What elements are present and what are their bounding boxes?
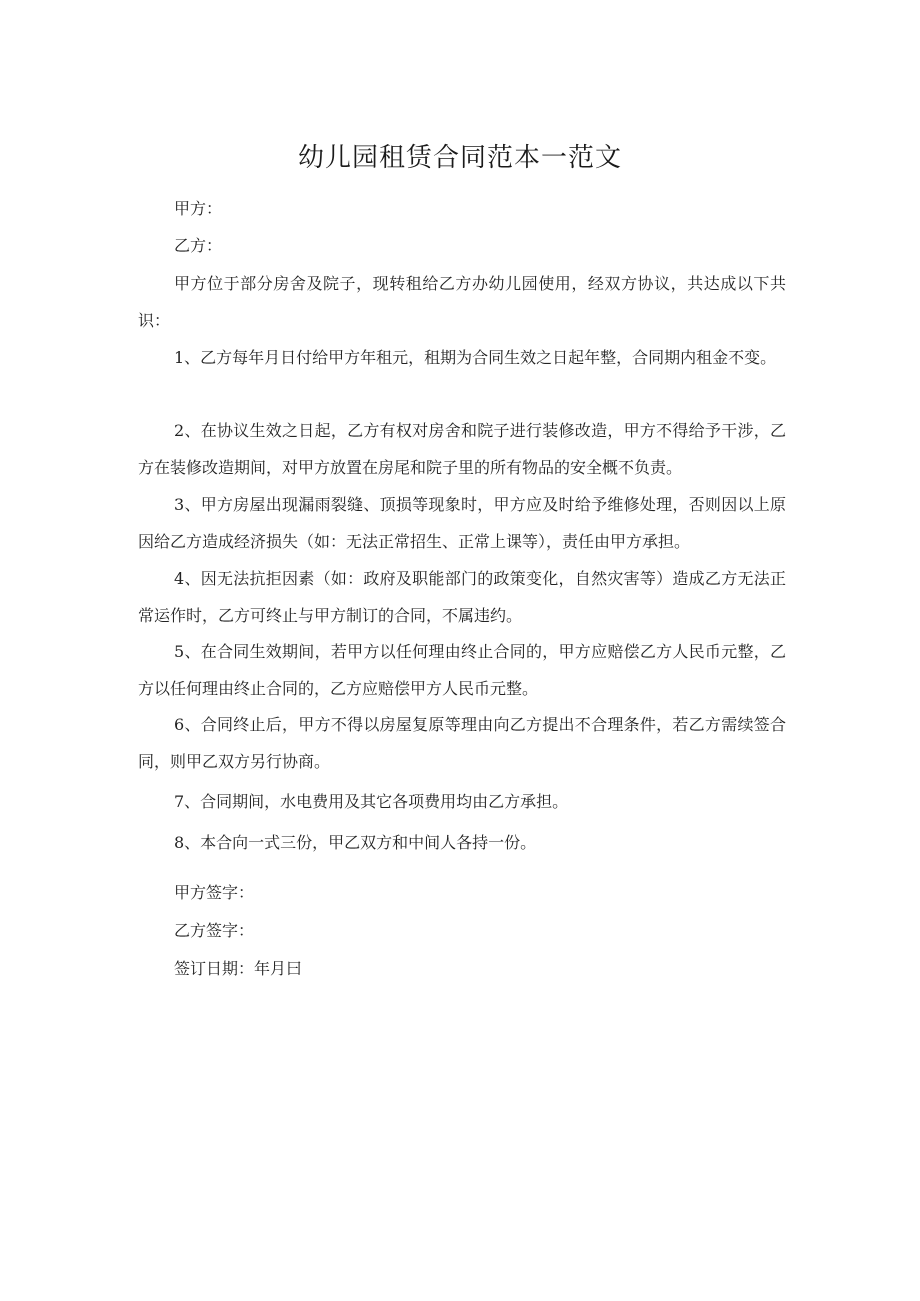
clause-6: 6、合同终止后，甲方不得以房屋复原等理由向乙方提出不合理条件，若乙方需续签合同，则甲乙双方另行协商。 — [138, 715, 786, 771]
party-b-signature-label: 乙方签字： — [174, 921, 255, 940]
party-a-label: 甲方： — [174, 199, 223, 218]
clause-1: 1、乙方每年月日付给甲方年租元，租期为合同生效之日起年整，合同期内租金不变。 — [174, 348, 777, 367]
clause-2: 2、在协议生效之日起，乙方有权对房舍和院子进行装修改造，甲方不得给予干涉，乙方在装修改造期间，对甲方放置在房尾和院子里的所有物品的安全概不负责。 — [138, 421, 786, 477]
clause-5: 5、在合同生效期间，若甲方以任何理由终止合同的，甲方应赔偿乙方人民币元整，乙方以任何理由终止合同的，乙方应赔偿甲方人民币元整。 — [138, 642, 786, 698]
intro-paragraph: 甲方位于部分房舍及院子，现转租给乙方办幼儿园使用，经双方协议，共达成以下共识： — [138, 274, 786, 330]
signing-date-label: 签订日期：年月曰 — [174, 959, 303, 978]
party-a-signature-label: 甲方签字： — [174, 883, 255, 902]
clause-8: 8、本合向一式三份，甲乙双方和中间人各持一份。 — [174, 833, 537, 852]
document-title: 幼儿园租赁合同范本一范文 — [297, 143, 622, 173]
clause-7: 7、合同期间，水电费用及其它各项费用均由乙方承担。 — [174, 792, 569, 811]
clause-4: 4、因无法抗拒因素（如：政府及职能部门的政策变化，自然灾害等）造成乙方无法正常运作时，乙方可终止与甲方制订的合同，不属违约。 — [138, 569, 786, 625]
party-b-label: 乙方： — [174, 236, 223, 255]
clause-3: 3、甲方房屋出现漏雨裂缝、顶损等现象时，甲方应及时给予维修处理，否则因以上原因给乙方造成经济损失（如：无法正常招生、正常上课等），责任由甲方承担。 — [138, 495, 786, 551]
